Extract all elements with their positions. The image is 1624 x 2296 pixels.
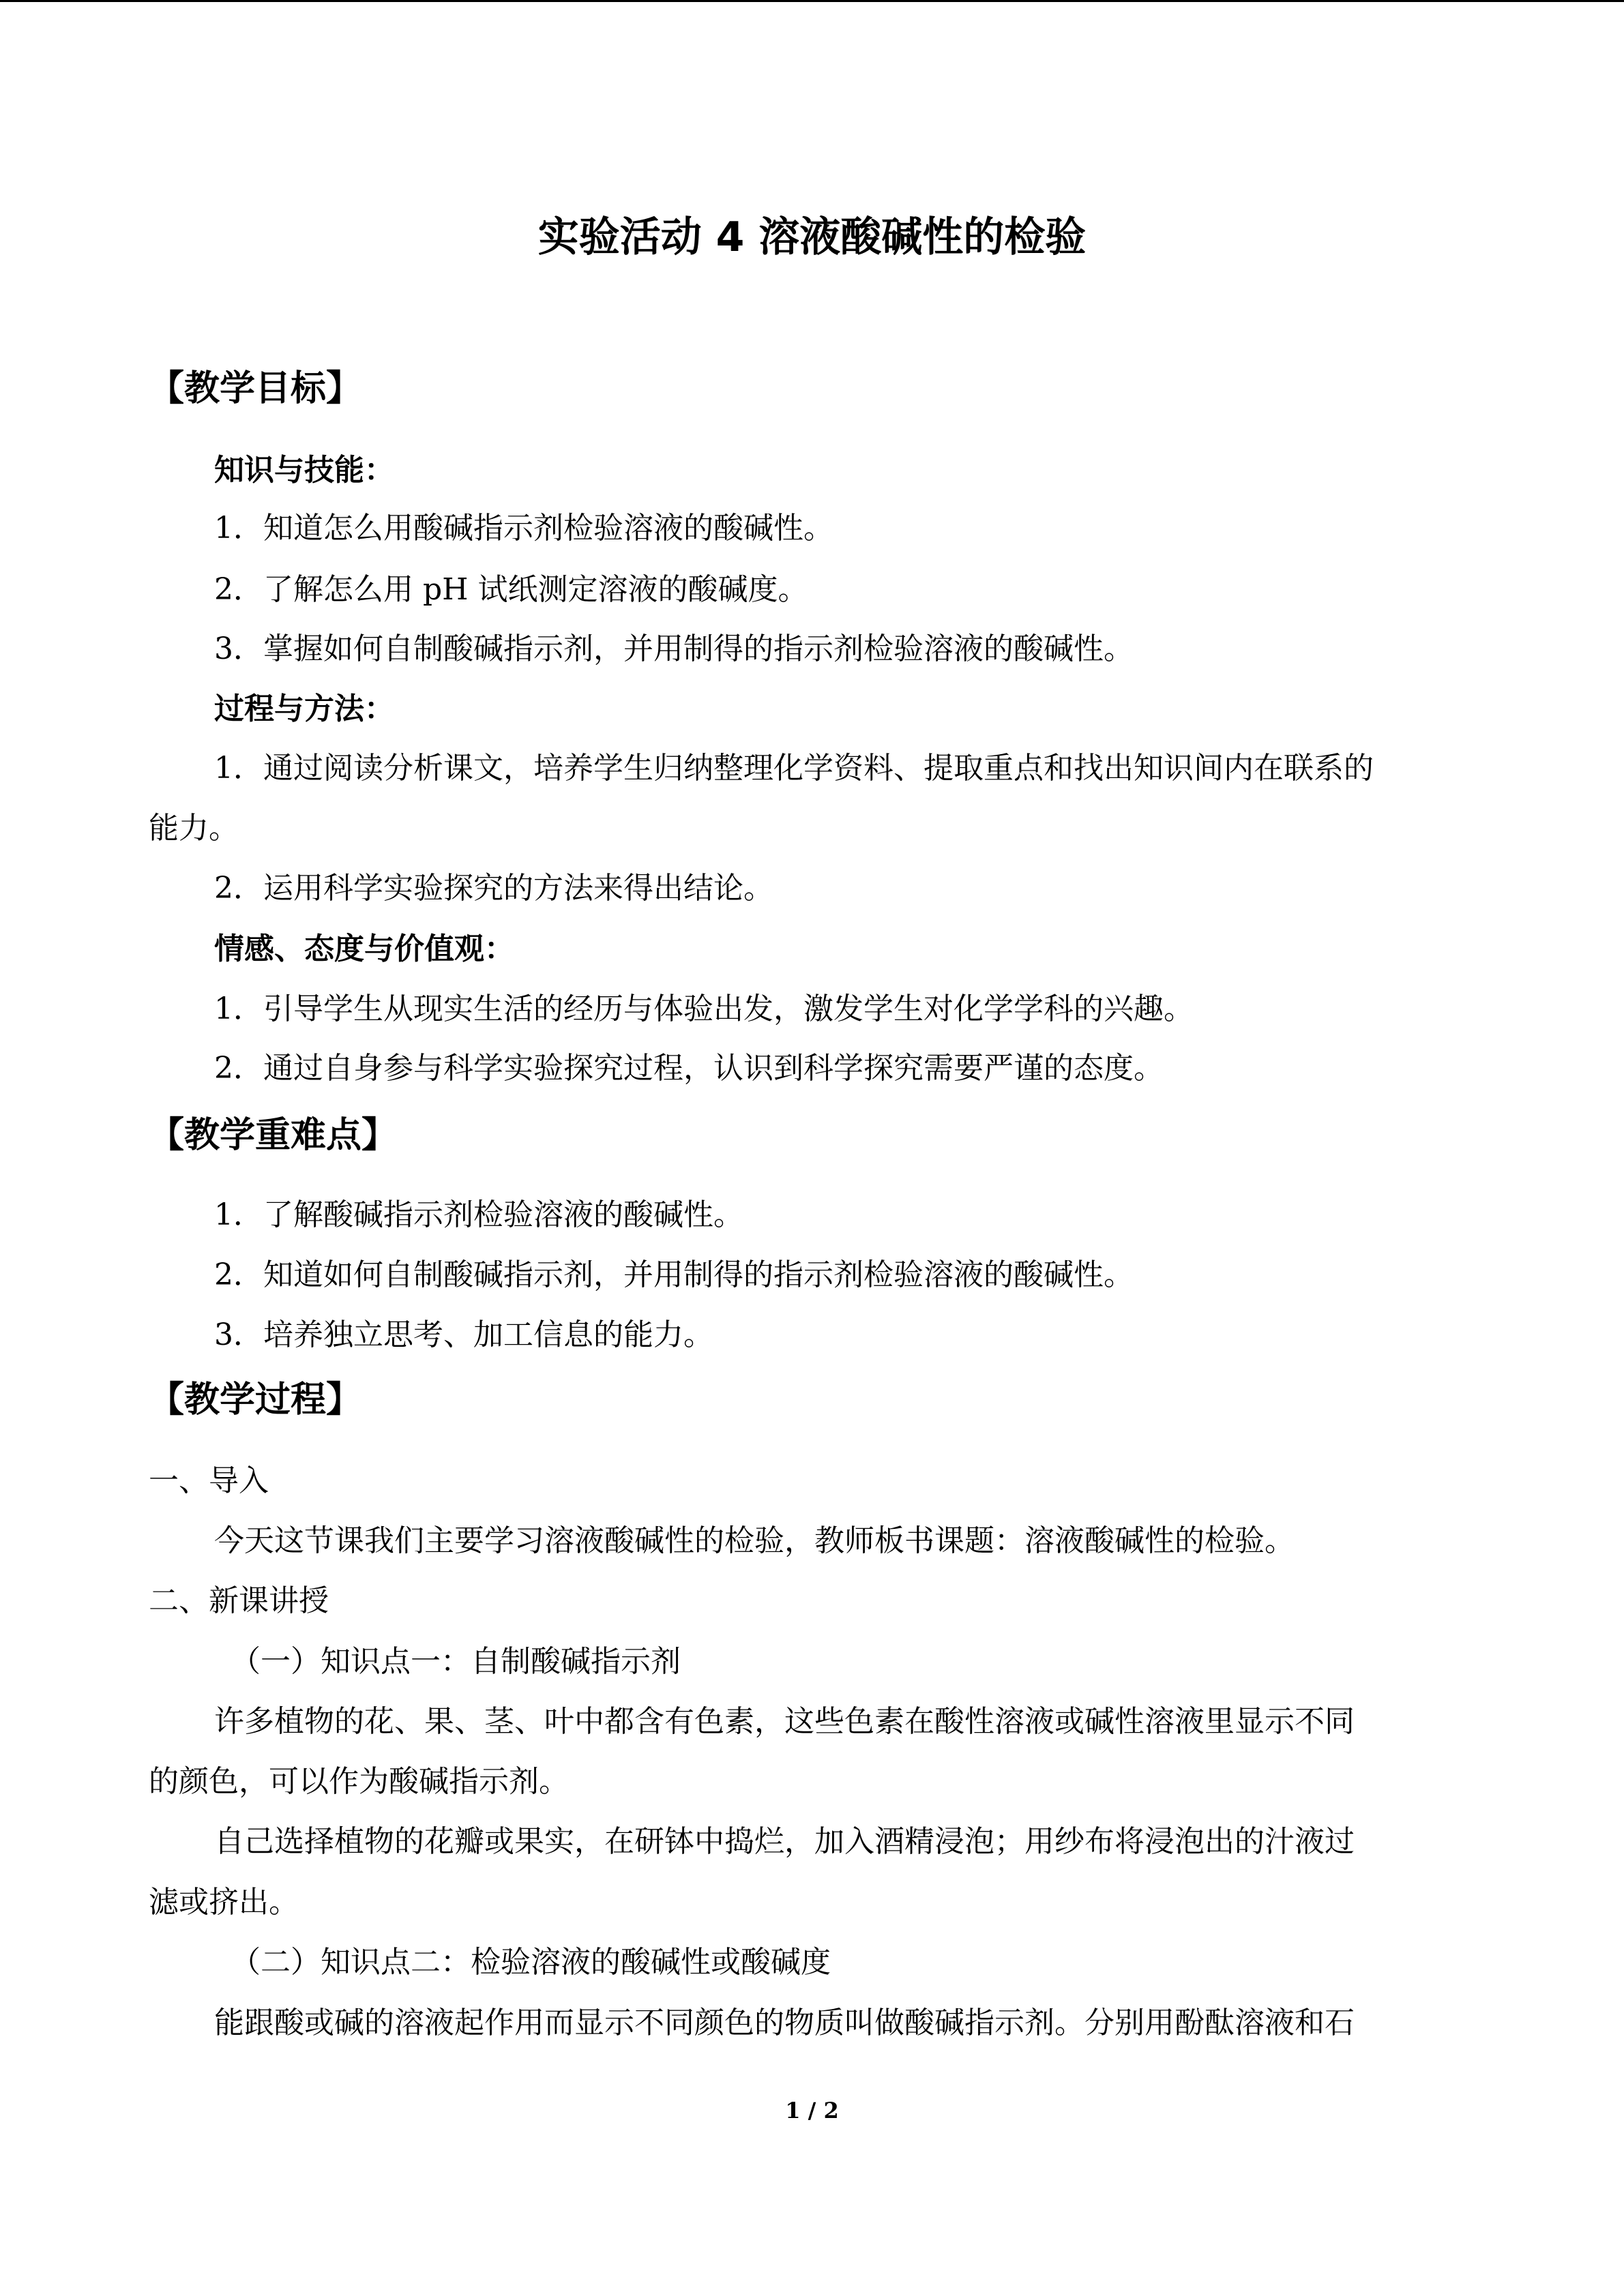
emotion-item-2: 2．通过自身参与科学实验探究过程，认识到科学探究需要严谨的态度。 (214, 1051, 1164, 1086)
process-item-1-line-1: 1．通过阅读分析课文，培养学生归纳整理化学资料、提取重点和找出知识间内在联系的 (214, 751, 1374, 786)
kp2-paragraph-1-line-1: 能跟酸或碱的溶液起作用而显示不同颜色的物质叫做酸碱指示剂。分别用酚酞溶液和石 (214, 2006, 1355, 2040)
keypoint-item-2: 2．知道如何自制酸碱指示剂，并用制得的指示剂检验溶液的酸碱性。 (214, 1257, 1134, 1292)
intro-text: 今天这节课我们主要学习溶液酸碱性的检验，教师板书课题：溶液酸碱性的检验。 (214, 1523, 1295, 1558)
subheading-knowledge: 知识与技能： (214, 453, 394, 488)
subheading-emotion: 情感、态度与价值观： (214, 931, 514, 966)
document-page (149, 0, 1475, 2296)
knowledge-item-3: 3．掌握如何自制酸碱指示剂，并用制得的指示剂检验溶液的酸碱性。 (214, 631, 1134, 666)
page-title: 实验活动 4 溶液酸碱性的检验 (537, 213, 1087, 261)
keypoint-item-1: 1．了解酸碱指示剂检验溶液的酸碱性。 (214, 1197, 743, 1232)
emotion-item-1: 1．引导学生从现实生活的经历与体验出发，激发学生对化学学科的兴趣。 (214, 992, 1194, 1026)
knowledge-item-2: 2．了解怎么用 pH 试纸测定溶液的酸碱度。 (214, 572, 808, 607)
process-item-2: 2．运用科学实验探究的方法来得出结论。 (214, 871, 773, 906)
intro-heading: 一、导入 (149, 1463, 269, 1498)
section-heading-process: 【教学过程】 (149, 1380, 362, 1420)
kp1-paragraph-2-line-1: 自己选择植物的花瓣或果实，在研钵中捣烂，加入酒精浸泡；用纱布将浸泡出的汁液过 (214, 1824, 1355, 1859)
new-lesson-heading: 二、新课讲授 (149, 1583, 329, 1618)
section-heading-keypoints: 【教学重难点】 (149, 1115, 398, 1156)
knowledge-item-1: 1．知道怎么用酸碱指示剂检验溶液的酸碱性。 (214, 511, 833, 546)
kp1-paragraph-2-line-2: 滤或挤出。 (149, 1885, 299, 1920)
kp1-paragraph-1-line-2: 的颜色，可以作为酸碱指示剂。 (149, 1764, 569, 1799)
page-number: 1 / 2 (785, 2098, 839, 2123)
section-heading-objectives: 【教学目标】 (149, 368, 362, 409)
keypoint-item-3: 3．培养独立思考、加工信息的能力。 (214, 1317, 713, 1352)
process-item-1-line-2: 能力。 (149, 811, 239, 846)
kp1-paragraph-1-line-1: 许多植物的花、果、茎、叶中都含有色素，这些色素在酸性溶液或碱性溶液里显示不同 (214, 1704, 1355, 1739)
knowledge-point-1-heading: （一）知识点一：自制酸碱指示剂 (231, 1644, 681, 1679)
subheading-process-method: 过程与方法： (214, 691, 394, 726)
knowledge-point-2-heading: （二）知识点二：检验溶液的酸碱性或酸碱度 (231, 1945, 831, 1980)
